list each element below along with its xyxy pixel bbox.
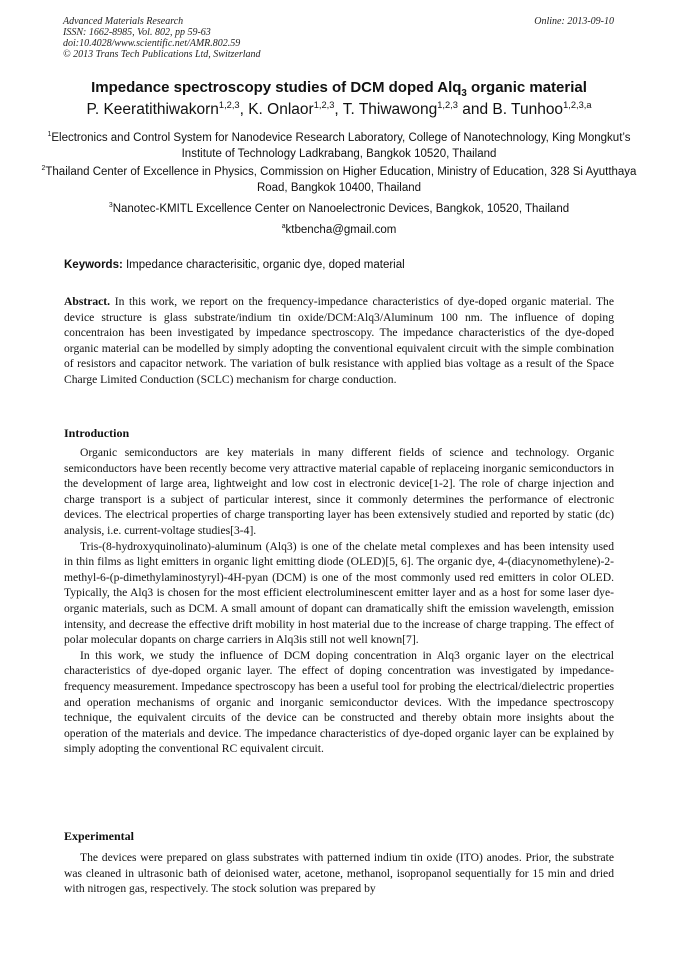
author-affiliation-sup: 1,2,3 <box>437 99 458 110</box>
introduction-body <box>64 445 614 757</box>
author-affiliation-sup: 1,2,3 <box>218 99 240 110</box>
section-heading-introduction: Introduction <box>64 426 130 440</box>
affiliation-sup: 3 <box>108 202 113 210</box>
affiliation-1 <box>40 130 638 162</box>
email-text: ktbencha@gmail.com <box>285 224 397 236</box>
affiliation-2 <box>40 164 638 196</box>
affiliation-3 <box>40 201 638 217</box>
keywords-label: Keywords: <box>64 259 123 271</box>
author-affiliation-sup: 1,2,3 <box>313 99 335 110</box>
author-affiliation-sup: 1,2,3,a <box>563 99 592 110</box>
journal-name: Advanced Materials Research <box>63 16 184 27</box>
author-name: T. Thiwawong <box>342 101 438 118</box>
section-heading-experimental: Experimental <box>64 829 134 843</box>
keywords <box>64 259 405 271</box>
paragraph: Organic semiconductors are key materials in many different fields of science and technology. Organic semiconductors have been recently become very attractive material capable of replaceing inorganic semiconductors in the development of large area, lightweight and low cost in electronic device[1-2]. The role of charge injection and charge transport is a subject of particular interest, since it commonly determines the performance of electronic devices. The electrical properties of charge transporting layer has been extensively studied and reported by static (dc) analysis, i.e. current-voltage studies[3-4]. <box>64 446 614 537</box>
affiliation-text: Thailand Center of Excellence in Physics, Commission on Higher Education, Ministry of Education, 328 Si Ayutthaya Road, Bangkok 10400, Thailand <box>45 166 637 194</box>
affiliation-text: Electronics and Control System for Nanodevice Research Laboratory, College of Nanotechnology, King Mongkut’s Institute of Technology Ladkrabang, Bangkok 10520, Thailand <box>51 132 631 160</box>
issn-line: ISSN: 1662-8985, Vol. 802, pp 59-63 <box>63 27 211 38</box>
title-main: Impedance spectroscopy studies of DCM doped Alq <box>91 79 462 96</box>
author-separator: , <box>239 101 249 118</box>
corresponding-email <box>40 222 638 238</box>
paragraph: Tris-(8-hydroxyquinolinato)-aluminum (Alq3) is one of the chelate metal complexes and has been intensity used in thin films as light emitters in organic light emitting diode (OLED)[5, 6]. The organic dye, 4-(diacynomethylene)-2-methyl-6-(p-dimethylaminostyryl)-4H-pyan (DCM) is one of the most commonly used red emitters in color OLED. Typically, the Alq3 is chosen for the most efficient electroluminescent emitter layer and as a host for some laser dye-organic materials, such as DCM. A small amount of dopant can dramatically shift the emission wavelength, emission intensity, and decrease the effective drift mobility in host material due to the increase of charge trapping. The effect of polar molecular dopants on charge carriers in Alq3is still not well known[7]. <box>64 539 614 647</box>
author-name: P. Keeratithiwakorn <box>86 101 219 118</box>
affiliation-text: Nanotec-KMITL Excellence Center on Nanoelectronic Devices, Bangkok, 10520, Thailand <box>112 203 570 215</box>
author-name: K. Onlaor <box>248 101 314 118</box>
paragraph: The devices were prepared on glass substrates with patterned indium tin oxide (ITO) anodes. Prior, the substrate was cleaned in ultrasonic bath of deionised water, acetone, methanol, isopropanol sequentially for 15 min and dried with nitrogen gas, respectively. The stock solution was prepared by <box>64 851 614 896</box>
author-list <box>0 101 678 119</box>
journal-header <box>63 16 261 60</box>
title-subscript: 3 <box>461 88 467 99</box>
abstract-label: Abstract. <box>64 295 111 308</box>
author-separator: , <box>334 101 343 118</box>
affiliation-sup: 1 <box>47 131 52 139</box>
doi-line: doi:10.4028/www.scientific.net/AMR.802.59 <box>63 38 241 49</box>
abstract <box>64 294 614 388</box>
experimental-body <box>64 850 614 897</box>
email-sup: a <box>281 223 286 231</box>
paragraph: In this work, we study the influence of DCM doping concentration in Alq3 organic layer on the electrical characteristics of dye-doped organic layer. The effect of doping concentration was investigated by impedance-frequency measurement. Impedance spectroscopy has been a useful tool for probing the electrical/dielectric properties and operation mechanisms of organic and inorganic semiconductor devices. With the impedance spectroscopy technique, the equivalent circuits of the device can be constructed and thereby obtain more insights about the operation of the materials and device. The impedance characteristics of dye-doped organic layer can be explained by simply adopting the conventional RC equivalent circuit. <box>64 648 614 756</box>
paper-title <box>0 79 678 99</box>
author-name: B. Tunhoo <box>492 101 564 118</box>
online-date: Online: 2013-09-10 <box>534 16 614 27</box>
keywords-text: Impedance characterisitic, organic dye, doped material <box>122 259 405 271</box>
author-separator: and <box>457 101 493 118</box>
copyright-line: © 2013 Trans Tech Publications Ltd, Switzerland <box>63 49 261 60</box>
title-tail: organic material <box>466 79 587 96</box>
affiliation-sup: 2 <box>41 165 46 173</box>
abstract-text: In this work, we report on the frequency-impedance characteristics of dye-doped organic material. The device structure is glass substrate/indium tin oxide/DCM:Alq3/Aluminum 100 nm. The influence of doping concentraion has been investigated by impedance spectroscopy. The impedance characteristics of the dye-doped organic material can be modelled by simply adopting the conventional equivalent circuit with the simple combination of resistors and capacitor network. The variation of bulk resistance with applied bias voltage as a result of the Space Charge Limited Conduction (SCLC) mechanism for charge conduction. <box>64 295 614 386</box>
